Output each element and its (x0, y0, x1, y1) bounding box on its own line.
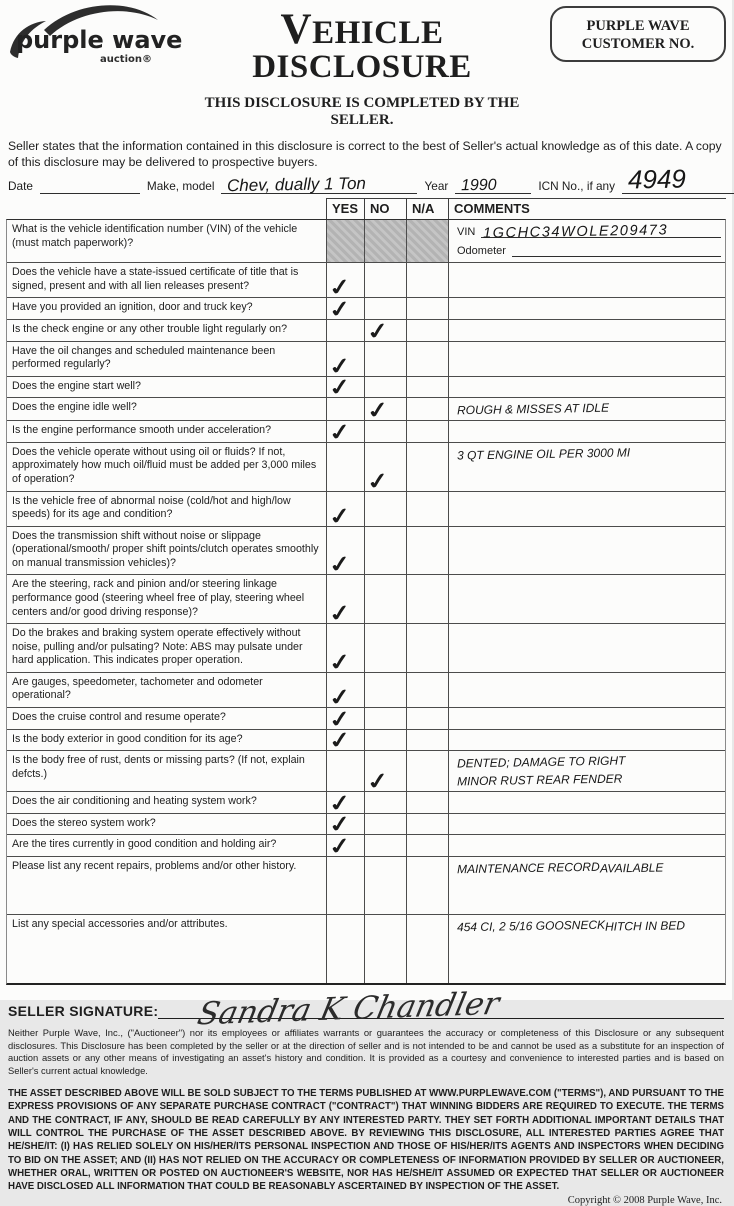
checkbox-cell-na (406, 377, 448, 398)
handwritten-comment: ROUGH & MISSES AT IDLE (456, 400, 610, 418)
table-row (7, 673, 725, 712)
comment-cell (448, 527, 725, 575)
checkbox-cell-no (364, 443, 406, 495)
page-title: VEHICLE DISCLOSURE (252, 6, 472, 85)
comment-cell (448, 298, 725, 319)
seller-signature-line (158, 985, 724, 1033)
checkbox-cell-yes (326, 342, 364, 380)
vin-label: VIN (457, 226, 476, 239)
checkmark-icon: ✓ (327, 600, 353, 628)
question-text: Are the steering, rack and pinion and/or steering linkage performance good (steering wheel free of play, steering wheel centers and/or good driving response)? (12, 578, 305, 618)
seller-signature-row (8, 985, 724, 1033)
question-text: Does the stereo system work? (12, 816, 156, 829)
page-subtitle: THIS DISCLOSURE IS COMPLETED BY THE SELLER. (204, 95, 520, 128)
checkbox-cell-no (364, 263, 406, 297)
checkbox-cell-na (406, 263, 448, 297)
checkbox-cell-no (364, 298, 406, 319)
comment-cell (448, 220, 725, 262)
question-text: Please list any recent repairs, problems and/or other history. (12, 859, 297, 872)
question-text: Does the engine idle well? (12, 401, 137, 414)
intro-statement: Seller states that the information contained in this disclosure is correct to the best of Seller's actual knowledge as of this date. A copy of this disclosure may be delivered to prospective buyers. (8, 139, 722, 170)
checkbox-cell-na (406, 443, 448, 491)
checkbox-cell-yes (326, 673, 364, 712)
handwritten-comment: 454 CI, 2 5/16 GOOSNECK (456, 917, 606, 934)
question-text: Does the transmission shift without noise or slippage (operational/smooth/ proper shift points/clutch operates smoothly on manual transmission vehicles)? (12, 529, 319, 569)
comment-cell (448, 673, 725, 707)
question-text: Are the tires currently in good condition and holding air? (12, 838, 277, 851)
make-model-label: Make, model (146, 179, 215, 194)
table-header-yes: YES (326, 198, 364, 219)
table-row (7, 342, 725, 380)
logo-swoosh-icon (6, 4, 183, 70)
table-header-row (6, 198, 726, 219)
year-value: 1990 (461, 176, 498, 195)
question-text: Have the oil changes and scheduled maintenance been performed regularly? (12, 344, 276, 371)
icn-field (622, 163, 734, 195)
table-header-comments: COMMENTS (448, 198, 726, 219)
table-header-question (6, 198, 326, 219)
disclosure-table (6, 198, 726, 985)
year-field (455, 178, 531, 194)
comment-cell (448, 624, 725, 672)
customer-number-box (550, 6, 726, 62)
comment-cell (448, 443, 725, 491)
table-row (7, 833, 725, 860)
checkbox-cell-no (364, 220, 406, 262)
checkbox-cell-yes (326, 727, 364, 755)
comment-cell (448, 915, 725, 984)
checkbox-cell-no (364, 318, 406, 345)
question-text: Do the brakes and braking system operate effectively without noise, pulling and/or pulsating? Note: ABS may pulsate under hard application. This indicates proper operation. (12, 627, 303, 667)
checkbox-cell-no (364, 527, 406, 575)
checkbox-cell-yes (326, 398, 364, 420)
checkmark-icon: ✓ (327, 684, 353, 712)
checkmark-icon: ✓ (365, 397, 391, 425)
checkbox-cell-yes (326, 811, 364, 839)
odometer-label: Odometer (457, 245, 506, 258)
checkbox-cell-yes (326, 833, 364, 860)
checkbox-cell-no (364, 730, 406, 751)
logo-tagline: auction® (100, 54, 152, 65)
table-row (7, 443, 725, 495)
seller-signature-value: Sandra K Chandler (194, 985, 503, 1033)
make-model-field (221, 173, 417, 196)
table-row (7, 915, 725, 984)
table-header-no: NO (364, 198, 406, 219)
question-text: Is the body free of rust, dents or missing parts? (If not, explain defcts.) (12, 754, 305, 780)
question-text: List any special accessories and/or attributes. (12, 917, 228, 930)
comment-cell (448, 835, 725, 856)
checkbox-cell-na (406, 857, 448, 914)
question-text: Does the engine start well? (12, 379, 141, 392)
year-label: Year (424, 179, 449, 194)
checkbox-cell-na (406, 220, 448, 262)
customer-box-line1: PURPLE WAVE (586, 18, 690, 34)
checkbox-cell-yes (326, 263, 364, 302)
checkbox-cell-na (406, 527, 448, 575)
checkbox-cell-yes (326, 443, 364, 491)
icn-value: 4949 (627, 163, 687, 195)
checkbox-cell-no (364, 421, 406, 442)
comment-cell (448, 751, 725, 791)
checkmark-icon: ✓ (327, 727, 353, 755)
checkmark-icon: ✓ (327, 503, 353, 530)
checkbox-cell-na (406, 492, 448, 526)
table-row (7, 790, 725, 817)
checkbox-cell-na (406, 342, 448, 376)
checkmark-icon: ✓ (327, 649, 353, 676)
logo-wordmark: purple wave (16, 26, 183, 54)
handwritten-comment: 3 QT ENGINE OIL PER 3000 MI (456, 445, 631, 463)
checkbox-cell-na (406, 298, 448, 319)
checkbox-cell-no (364, 342, 406, 376)
checkmark-icon: ✓ (327, 274, 353, 302)
checkmark-icon: ✓ (365, 468, 391, 495)
seller-signature-label: SELLER SIGNATURE: (8, 1003, 159, 1020)
comment-cell (448, 492, 725, 526)
checkbox-cell-no (364, 857, 406, 914)
checkbox-cell-na (406, 673, 448, 707)
checkbox-cell-yes (326, 790, 364, 817)
date-label: Date (8, 179, 33, 194)
handwritten-comment: AVAILABLE (599, 860, 664, 876)
checkbox-cell-na (406, 814, 448, 835)
checkbox-cell-no (364, 915, 406, 984)
checkmark-icon: ✓ (327, 374, 353, 402)
comment-cell (448, 320, 725, 341)
checkbox-cell-na (406, 421, 448, 442)
checkbox-cell-no (364, 792, 406, 813)
comment-cell (448, 792, 725, 813)
checkmark-icon: ✓ (327, 811, 353, 839)
question-text: Does the cruise control and resume operate? (12, 711, 226, 724)
comment-cell (448, 377, 725, 398)
checkbox-cell-na (406, 792, 448, 813)
checkbox-cell-yes (326, 751, 364, 791)
checkbox-cell-no (364, 835, 406, 856)
checkbox-cell-yes (326, 706, 364, 733)
table-row (7, 492, 725, 530)
checkbox-cell-yes (326, 527, 364, 579)
question-text: Are gauges, speedometer, tachometer and odometer operational? (12, 675, 263, 702)
title-block (174, 4, 550, 129)
checkbox-cell-no (364, 708, 406, 729)
checkmark-icon: ✓ (327, 551, 353, 579)
legal-paragraph-1: Neither Purple Wave, Inc., ("Auctioneer") nor its employees or affiliates warrants or guarantees the accuracy or completeness of this Disclosure or any subsequent disclosures. This Disclosure has been completed by the seller or at the direction of seller and is not intended to be and cannot be used as a substitute for an inspection of auction assets or any other means of investigating an asset's history and condition. It is provided as a courtesy and convenience to interested parties and is based on Seller's current actual knowledge. (8, 1027, 724, 1077)
odometer-line (457, 241, 721, 257)
purple-wave-logo (6, 4, 183, 75)
table-row (7, 857, 725, 915)
comment-cell (448, 575, 725, 623)
checkmark-icon: ✓ (327, 790, 353, 817)
handwritten-comment: MINOR RUST REAR FENDER (456, 771, 623, 789)
comment-cell (448, 857, 725, 914)
question-text: Is the engine performance smooth under acceleration? (12, 424, 272, 437)
table-row (7, 296, 725, 323)
checkbox-cell-no (364, 624, 406, 672)
question-text: Does the vehicle operate without using oil or fluids? If not, approximately how much oil/fluid must be added per 3,000 miles of operation? (12, 445, 317, 485)
checkbox-cell-no (364, 814, 406, 835)
handwritten-comment: DENTED; DAMAGE TO RIGHT (456, 753, 626, 771)
table-row (7, 374, 725, 402)
checkbox-cell-no (364, 751, 406, 796)
checkbox-cell-na (406, 835, 448, 856)
checkbox-cell-na (406, 398, 448, 420)
table-row (7, 624, 725, 676)
comment-cell (448, 730, 725, 751)
handwritten-comment: MAINTENANCE RECORD (456, 859, 600, 877)
checkmark-icon: ✓ (365, 768, 391, 796)
comment-cell (448, 263, 725, 297)
vin-value: 1GCHC34WOLE209473 (483, 222, 669, 242)
question-text: Does the vehicle have a state-issued certificate of title that is signed, present and with all lien releases present? (12, 266, 299, 292)
comment-cell (448, 708, 725, 729)
table-row (7, 220, 725, 263)
checkbox-cell-yes (326, 575, 364, 628)
comment-cell (448, 398, 725, 420)
odometer-underline (512, 241, 721, 257)
handwritten-comment: HITCH IN BED (604, 917, 686, 934)
checkbox-cell-no (364, 377, 406, 398)
vin-underline (481, 222, 721, 242)
comment-cell (448, 342, 725, 376)
customer-box-line2: CUSTOMER NO. (581, 36, 695, 53)
checkmark-icon: ✓ (327, 833, 353, 860)
table-row (7, 706, 725, 733)
checkbox-cell-yes (326, 857, 364, 914)
make-model-value: Chev, dually 1 Ton (227, 173, 367, 196)
table-row (7, 419, 725, 446)
table-row (7, 263, 725, 302)
table-rows (6, 219, 726, 985)
checkbox-cell-yes (326, 419, 364, 446)
date-make-year-line (8, 163, 724, 196)
table-row (7, 397, 725, 425)
checkbox-cell-yes (326, 492, 364, 530)
table-row (7, 318, 725, 345)
table-row (7, 527, 725, 579)
checkmark-icon: ✓ (327, 419, 353, 446)
table-row (7, 575, 725, 628)
checkbox-cell-yes (326, 624, 364, 676)
checkbox-cell-yes (326, 374, 364, 402)
question-text: Is the check engine or any other trouble light regularly on? (12, 322, 288, 335)
checkbox-cell-yes (326, 915, 364, 984)
checkbox-cell-yes (326, 296, 364, 323)
question-text: Have you provided an ignition, door and truck key? (12, 301, 253, 314)
question-text: Is the body exterior in good condition for its age? (12, 732, 243, 745)
checkmark-icon: ✓ (327, 706, 353, 733)
table-row (7, 811, 725, 839)
checkbox-cell-no (364, 397, 406, 425)
question-text: Does the air conditioning and heating system work? (12, 795, 257, 808)
checkbox-cell-na (406, 575, 448, 623)
checkbox-cell-yes (326, 220, 364, 262)
date-field (40, 178, 140, 194)
checkbox-cell-yes (326, 320, 364, 341)
question-text: What is the vehicle identification number (VIN) of the vehicle (must match paperwork)? (12, 223, 298, 249)
icn-label: ICN No., if any (538, 179, 616, 194)
checkbox-cell-no (364, 575, 406, 623)
legal-paragraph-2: THE ASSET DESCRIBED ABOVE WILL BE SOLD SUBJECT TO THE TERMS PUBLISHED AT WWW.PURPLEWAVE.COM ("TERMS"), AND PURSUANT TO THE EXPRESS PROVISIONS OF ANY SEPARATE PURCHASE CONTRACT ("CONTRACT") THAT WINNING BIDDERS ARE REQUIRED TO EXECUTE. THE TERMS AND THE CONTRACT, IF ANY, SHOULD BE READ CAREFULLY BY ANY INTERESTED PARTY. THEY SET FORTH ADDITIONAL IMPORTANT DETAILS THAT WILL CONTROL THE PURCHASE OF THE ASSET DESCRIBED ABOVE. BY REVIEWING THIS DISCLOSURE, ALL INTERESTED PARTIES AGREE THAT HE/SHE/IT: (I) HAS RELIED SOLELY ON HIS/HER/ITS PERSONAL INSPECTION AND THOSE OF HIS/HER/ITS AGENTS AND INSPECTORS WHEN DECIDING TO BID ON THE ASSET; AND (II) HAS NOT RELIED ON THE ACCURACY OR COMPLETENESS OF INFORMATION PROVIDED BY SELLER OR AUCTIONEER, WHETHER ORAL, WRITTEN OR POSTED ON AUCTIONEER'S WEBSITE, NOR HAS HE/SHE/IT ASSUMED OR EXPECTED THAT SELLER OR AUCTIONEER HAVE DISCLOSED ALL INFORMATION THAT COULD BE REASONABLY ASCERTAINED BY INSPECTION OF THE ASSET. (8, 1087, 724, 1193)
checkbox-cell-na (406, 751, 448, 791)
vin-line (457, 222, 721, 242)
checkbox-cell-na (406, 320, 448, 341)
table-row (7, 727, 725, 755)
checkbox-cell-na (406, 624, 448, 672)
checkmark-icon: ✓ (365, 318, 391, 345)
checkbox-cell-no (364, 673, 406, 707)
comment-cell (448, 814, 725, 835)
comment-cell (448, 421, 725, 442)
checkbox-cell-na (406, 915, 448, 984)
checkbox-cell-na (406, 708, 448, 729)
checkmark-icon: ✓ (327, 353, 353, 380)
document-header (6, 4, 726, 129)
checkmark-icon: ✓ (327, 296, 353, 323)
table-row (7, 751, 725, 796)
table-header-na: N/A (406, 198, 448, 219)
question-text: Is the vehicle free of abnormal noise (cold/hot and high/low speeds) for its age and condition? (12, 494, 291, 521)
copyright-line: Copyright © 2008 Purple Wave, Inc. (567, 1194, 722, 1206)
checkbox-cell-no (364, 492, 406, 526)
checkbox-cell-na (406, 730, 448, 751)
